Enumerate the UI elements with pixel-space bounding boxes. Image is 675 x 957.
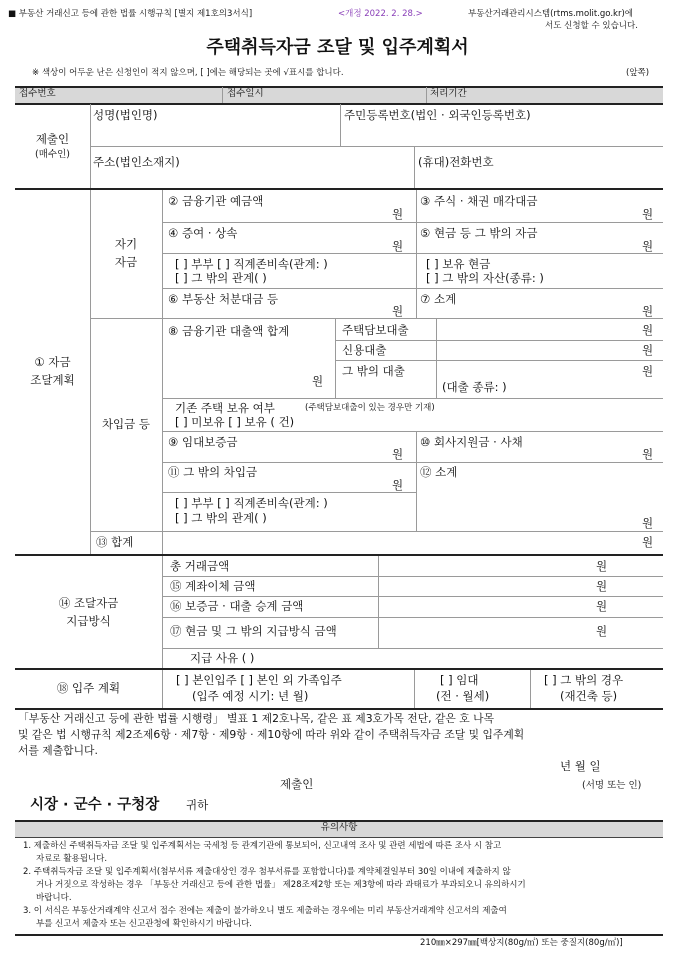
funding-section-label2: 조달계획 xyxy=(30,373,75,387)
won-unit: 원 xyxy=(642,207,654,221)
cash-held-checkbox[interactable]: [ ] 보유 현금 xyxy=(426,257,491,271)
field-8-loan-total[interactable]: ⑧ 금융기관 대출액 합계 xyxy=(168,324,290,338)
won-unit: 원 xyxy=(392,478,404,492)
field-15-transfer[interactable]: ⑮ 계좌이체 금액 xyxy=(170,579,256,593)
funding-section-label: ① 자금 xyxy=(34,355,71,369)
note-2-line1: 2. 주택취득자금 조달 및 입주계획서(첨부서류 제출대상인 경우 첨부서류를 포함합니다)를 계약체결일부터 30일 이내에 제출하지 않 xyxy=(23,867,511,877)
submitter-label: 제출인 xyxy=(280,777,314,791)
field-3-stocks-bonds[interactable]: ③ 주식 · 채권 매각대금 xyxy=(420,194,538,208)
own-funds-label: 자기 xyxy=(114,237,138,251)
note-3-line2: 부를 신고서 제출자 또는 신고관청에 확인하시기 바랍니다. xyxy=(36,919,252,929)
field-12-subtotal[interactable]: ⑫ 소계 xyxy=(420,465,458,479)
addressee: 시장 · 군수 · 구청장 xyxy=(30,797,160,813)
law-reference: ■ 부동산 거래신고 등에 관한 법률 시행규칙 [별지 제1호의3서식] xyxy=(8,9,253,19)
won-unit: 원 xyxy=(596,559,608,573)
loan-relation-checkbox[interactable]: [ ] 부부 [ ] 직계존비속(관계: ) xyxy=(175,496,328,510)
field-6-property-sale[interactable]: ⑥ 부동산 처분대금 등 xyxy=(168,292,279,306)
note-1-line1: 1. 제출하신 주택취득자금 조달 및 입주계획서는 국세청 등 관계기관에 통보되어, 신고내역 조사 및 관련 세법에 따른 조사 시 참고 xyxy=(23,841,502,851)
won-unit: 원 xyxy=(596,579,608,593)
won-unit: 원 xyxy=(642,364,654,378)
loan-other-relation-checkbox[interactable]: [ ] 그 밖의 관계( ) xyxy=(175,511,267,525)
payment-section-label: ⑭ 조달자금 xyxy=(58,596,119,610)
won-unit: 원 xyxy=(392,207,404,221)
other-asset-checkbox[interactable]: [ ] 그 밖의 자산(종류: ) xyxy=(426,271,544,285)
won-unit: 원 xyxy=(392,447,404,461)
declaration-line2: 및 같은 법 시행규칙 제2조제6항 · 제7항 · 제9항 · 제10항에 따라 위와 같이 주택취득자금 조달 및 입주계획 xyxy=(18,728,525,741)
gift-relation-checkbox[interactable]: [ ] 부부 [ ] 직계존비속(관계: ) xyxy=(175,257,328,271)
system-note-line2: 서도 신청할 수 있습니다. xyxy=(545,21,638,31)
existing-house-note: (주택담보대출이 있는 경우만 기재) xyxy=(305,403,435,413)
address-field[interactable]: 주소(법인소재지) xyxy=(93,155,180,169)
won-unit: 원 xyxy=(642,516,654,530)
won-unit: 원 xyxy=(642,343,654,357)
phone-field[interactable]: (휴대)전화번호 xyxy=(418,155,494,169)
won-unit: 원 xyxy=(642,323,654,337)
won-unit: 원 xyxy=(392,304,404,318)
applicant-section-sub: (매수인) xyxy=(35,149,70,160)
applicant-section-label: 제출인 xyxy=(35,132,70,146)
move-in-section-label: ⑱ 입주 계획 xyxy=(56,681,121,695)
loan-mortgage-label: 주택담보대출 xyxy=(342,323,409,337)
form-title: 주택취득자금 조달 및 입주계획서 xyxy=(206,37,469,58)
declaration-line1: 「부동산 거래신고 등에 관한 법률 시행령」 별표 1 제2호나목, 같은 표 제3호가목 전단, 같은 호 나목 xyxy=(18,712,495,725)
existing-house-checkbox[interactable]: [ ] 미보유 [ ] 보유 ( 건) xyxy=(175,415,295,429)
field-9-rent-deposit[interactable]: ⑨ 임대보증금 xyxy=(168,435,238,449)
instruction-note: ※ 색상이 어두운 난은 신청인이 적지 않으며, [ ]에는 해당되는 곳에 √표시를 합니다. xyxy=(32,68,344,78)
own-funds-label2: 자금 xyxy=(114,255,138,269)
receipt-date-label: 접수일시 xyxy=(227,88,264,99)
declaration-date[interactable]: 년 월 일 xyxy=(560,759,601,773)
field-13-total[interactable]: ⑬ 합계 xyxy=(96,535,134,549)
payment-section-label2: 지급방식 xyxy=(66,614,111,628)
processing-period-label: 처리기간 xyxy=(430,88,467,99)
note-3-line1: 3. 이 서식은 부동산거래계약 신고서 접수 전에는 제출이 불가하오니 별도 제출하는 경우에는 미리 부동산거래계약 신고서의 제출여 xyxy=(23,906,507,916)
field-10-company-support[interactable]: ⑩ 회사지원금 · 사채 xyxy=(420,435,523,449)
won-unit: 원 xyxy=(642,447,654,461)
note-2-line3: 바랍니다. xyxy=(36,893,72,903)
paper-spec: 210㎜×297㎜[백상지(80g/㎡) 또는 중질지(80g/㎡)] xyxy=(420,938,623,948)
receipt-row xyxy=(15,87,663,103)
system-note-line1: 부동산거래관리시스템(rtms.molit.go.kr)에 xyxy=(468,9,633,19)
won-unit: 원 xyxy=(312,374,324,388)
won-unit: 원 xyxy=(642,535,654,549)
field-2-deposits[interactable]: ② 금융기관 예금액 xyxy=(168,194,264,208)
move-in-rent-sub: (전 · 월세) xyxy=(436,689,490,703)
borrowed-funds-label: 차입금 등 xyxy=(101,417,151,431)
move-in-other-checkbox[interactable]: [ ] 그 밖의 경우 xyxy=(544,673,624,687)
field-11-other-borrowing[interactable]: ⑪ 그 밖의 차입금 xyxy=(168,465,258,479)
loan-other-label: 그 밖의 대출 xyxy=(342,364,405,378)
field-16-deposit-loan-succession[interactable]: ⑯ 보증금 · 대출 승계 금액 xyxy=(170,599,304,613)
note-1-line2: 자료로 활용됩니다. xyxy=(36,854,108,864)
won-unit: 원 xyxy=(392,239,404,253)
won-unit: 원 xyxy=(642,239,654,253)
signature-field[interactable]: (서명 또는 인) xyxy=(582,780,642,791)
existing-house-label: 기존 주택 보유 여부 xyxy=(175,401,275,415)
won-unit: 원 xyxy=(596,624,608,638)
name-field[interactable]: 성명(법인명) xyxy=(93,108,158,122)
field-17-cash-other[interactable]: ⑰ 현금 및 그 밖의 지급방식 금액 xyxy=(170,624,337,638)
field-7-subtotal[interactable]: ⑦ 소계 xyxy=(420,292,457,306)
front-side-label: (앞쪽) xyxy=(626,68,650,78)
gift-other-relation-checkbox[interactable]: [ ] 그 밖의 관계( ) xyxy=(175,271,267,285)
addressee-suffix: 귀하 xyxy=(186,798,209,812)
loan-kind-field[interactable]: (대출 종류: ) xyxy=(442,380,507,394)
notes-title: 유의사항 xyxy=(320,822,358,833)
receipt-number-label: 접수번호 xyxy=(19,88,56,99)
payment-reason-field[interactable]: 지급 사유 ( ) xyxy=(190,651,255,665)
move-in-rent-checkbox[interactable]: [ ] 임대 xyxy=(440,673,479,687)
id-number-field[interactable]: 주민등록번호(법인 · 외국인등록번호) xyxy=(344,108,531,122)
move-in-self-checkbox[interactable]: [ ] 본인입주 [ ] 본인 외 가족입주 xyxy=(176,673,342,687)
note-2-line2: 거나 거짓으로 작성하는 경우 「부동산 거래신고 등에 관한 법률」 제28조제2항 또는 제3항에 따라 과태료가 부과되오니 유의하시기 xyxy=(36,880,526,890)
won-unit: 원 xyxy=(596,599,608,613)
won-unit: 원 xyxy=(642,304,654,318)
field-5-cash-other[interactable]: ⑤ 현금 등 그 밖의 자금 xyxy=(420,226,538,240)
declaration-line3: 서를 제출합니다. xyxy=(18,744,98,757)
move-in-date-field[interactable]: (입주 예정 시기: 년 월) xyxy=(192,689,309,703)
move-in-other-sub: (재건축 등) xyxy=(560,689,618,703)
total-transaction-amount[interactable]: 총 거래금액 xyxy=(170,559,230,573)
revision-date: <개정 2022. 2. 28.> xyxy=(338,9,423,19)
loan-credit-label: 신용대출 xyxy=(342,343,387,357)
field-4-gift-inherit[interactable]: ④ 증여 · 상속 xyxy=(168,226,238,240)
